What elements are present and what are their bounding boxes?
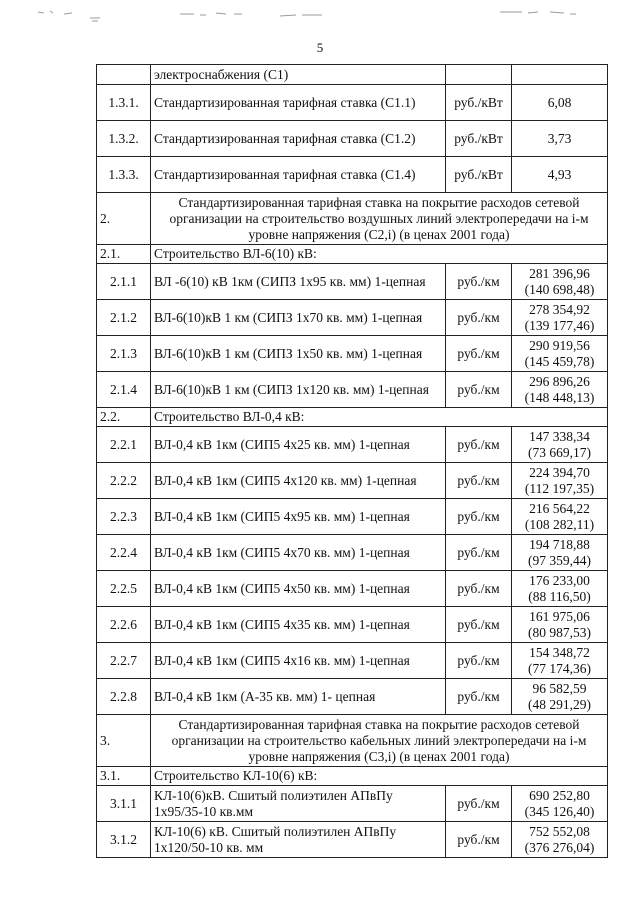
table-row (97, 427, 608, 463)
rate-value: 752 552,08 (529, 823, 590, 839)
rate-value-half: (376 276,04) (524, 839, 595, 855)
row-number-cell: 2.2.2 (97, 463, 151, 499)
rate-value: 96 582,59 (532, 680, 587, 696)
table-row (97, 264, 608, 300)
row-number-cell: 2.1.3 (97, 336, 151, 372)
row-value-cell (512, 300, 608, 336)
row-value-cell (512, 157, 608, 193)
row-unit-cell: руб./кВт (446, 121, 512, 157)
scan-noise-marks (30, 6, 610, 26)
row-number-cell: 2.1.1 (97, 264, 151, 300)
section-title-cell: Стандартизированная тарифная ставка на покрытие расходов сетевой организации на строительство воздушных линий электропередачи на i-м уровне напряжения (С2,i) (в ценах 2001 года) (151, 193, 608, 245)
row-number-cell: 3.1.2 (97, 822, 151, 858)
row-number-cell: 3.1.1 (97, 786, 151, 822)
rate-value: 154 348,72 (529, 644, 590, 660)
row-value-cell (512, 372, 608, 408)
rate-value: 216 564,22 (529, 500, 590, 516)
row-name-cell: ВЛ-0,4 кВ 1км (СИП5 4х50 кв. мм) 1-цепная (151, 571, 446, 607)
rate-value: 296 896,26 (529, 373, 590, 389)
row-value-cell (512, 571, 608, 607)
table-row (97, 193, 608, 245)
row-number-cell: 2.2.6 (97, 607, 151, 643)
row-unit-cell: руб./кВт (446, 157, 512, 193)
row-unit-cell: руб./км (446, 679, 512, 715)
row-value-cell (512, 643, 608, 679)
row-number-cell: 2.2.1 (97, 427, 151, 463)
row-unit-cell: руб./км (446, 300, 512, 336)
row-unit-cell: руб./км (446, 643, 512, 679)
row-value-cell (512, 264, 608, 300)
table-row (97, 245, 608, 264)
row-number-cell: 2.2.3 (97, 499, 151, 535)
row-value-cell (512, 85, 608, 121)
rate-value: 6,08 (547, 94, 572, 110)
row-unit-cell: руб./км (446, 786, 512, 822)
table-row (97, 300, 608, 336)
rate-value-half: (80 987,53) (528, 624, 591, 640)
rate-value: 3,73 (547, 130, 572, 146)
row-value-cell (512, 607, 608, 643)
row-unit-cell: руб./км (446, 463, 512, 499)
row-number-cell: 2.2.8 (97, 679, 151, 715)
row-name-cell: ВЛ-0,4 кВ 1км (СИП5 4х70 кв. мм) 1-цепная (151, 535, 446, 571)
row-value-cell (512, 822, 608, 858)
row-unit-cell: руб./км (446, 535, 512, 571)
table-row (97, 786, 608, 822)
row-name-cell: ВЛ-0,4 кВ 1км (СИП5 4х35 кв. мм) 1-цепная (151, 607, 446, 643)
subsection-title-cell: Строительство КЛ-10(6) кВ: (151, 767, 608, 786)
row-number-cell: 1.3.2. (97, 121, 151, 157)
row-value-cell (512, 65, 608, 85)
row-name-cell: ВЛ-6(10)кВ 1 км (СИПЗ 1х120 кв. мм) 1-цепная (151, 372, 446, 408)
table-row (97, 157, 608, 193)
rate-value: 176 233,00 (529, 572, 590, 588)
table-row (97, 767, 608, 786)
rate-value-half: (73 669,17) (528, 444, 591, 460)
subsection-number-cell: 3.1. (97, 767, 151, 786)
table-row (97, 65, 608, 85)
table-row (97, 499, 608, 535)
subsection-number-cell: 2.1. (97, 245, 151, 264)
row-number-cell: 2.1.2 (97, 300, 151, 336)
row-name-cell: ВЛ-0,4 кВ 1км (СИП5 4х95 кв. мм) 1-цепная (151, 499, 446, 535)
rate-value-half: (148 448,13) (524, 389, 595, 405)
row-name-cell: ВЛ-6(10)кВ 1 км (СИПЗ 1х70 кв. мм) 1-цепная (151, 300, 446, 336)
row-value-cell (512, 679, 608, 715)
rate-value: 4,93 (547, 166, 572, 182)
rate-value: 161 975,06 (529, 608, 590, 624)
row-name-cell: ВЛ-0,4 кВ 1км (А-35 кв. мм) 1- цепная (151, 679, 446, 715)
row-unit-cell: руб./км (446, 372, 512, 408)
rate-value: 224 394,70 (529, 464, 590, 480)
row-unit-cell: руб./км (446, 571, 512, 607)
rate-value: 690 252,80 (529, 787, 590, 803)
row-value-cell (512, 463, 608, 499)
row-name-cell: ВЛ -6(10) кВ 1км (СИПЗ 1х95 кв. мм) 1-цепная (151, 264, 446, 300)
row-name-cell: Стандартизированная тарифная ставка (С1.1) (151, 85, 446, 121)
subsection-title-cell: Строительство ВЛ-0,4 кВ: (151, 408, 608, 427)
rate-value-half: (77 174,36) (528, 660, 591, 676)
row-name-cell: ВЛ-6(10)кВ 1 км (СИПЗ 1х50 кв. мм) 1-цепная (151, 336, 446, 372)
row-value-cell (512, 499, 608, 535)
table-row (97, 571, 608, 607)
row-number-cell: 2.1.4 (97, 372, 151, 408)
tariff-table (96, 64, 608, 858)
table-row (97, 715, 608, 767)
rate-value: 147 338,34 (529, 428, 590, 444)
row-value-cell (512, 427, 608, 463)
row-unit-cell: руб./кВт (446, 85, 512, 121)
rate-value-half: (97 359,44) (528, 552, 591, 568)
section-title-cell: Стандартизированная тарифная ставка на покрытие расходов сетевой организации на строительство кабельных линий электропередачи на i-м уровне напряжения (С3,i) (в ценах 2001 года) (151, 715, 608, 767)
table-row (97, 607, 608, 643)
section-number-cell: 3. (97, 715, 151, 767)
row-unit-cell: руб./км (446, 336, 512, 372)
row-name-cell: Стандартизированная тарифная ставка (С1.4) (151, 157, 446, 193)
row-name-cell: электроснабжения (С1) (151, 65, 446, 85)
rate-value: 281 396,96 (529, 265, 590, 281)
row-name-cell: ВЛ-0,4 кВ 1км (СИП5 4х25 кв. мм) 1-цепная (151, 427, 446, 463)
rate-value-half: (88 116,50) (528, 588, 591, 604)
rate-value: 194 718,88 (529, 536, 590, 552)
table-row (97, 822, 608, 858)
row-number-cell: 2.2.4 (97, 535, 151, 571)
row-name-cell: Стандартизированная тарифная ставка (С1.2) (151, 121, 446, 157)
row-number-cell (97, 65, 151, 85)
row-number-cell: 2.2.7 (97, 643, 151, 679)
rate-value-half: (140 698,48) (524, 281, 595, 297)
rate-value: 278 354,92 (529, 301, 590, 317)
tariff-table-body (97, 65, 608, 858)
rate-value-half: (108 282,11) (524, 516, 595, 532)
table-row (97, 408, 608, 427)
section-number-cell: 2. (97, 193, 151, 245)
rate-value-half: (139 177,46) (524, 317, 595, 333)
rate-value: 290 919,56 (529, 337, 590, 353)
row-value-cell (512, 786, 608, 822)
row-unit-cell: руб./км (446, 427, 512, 463)
row-unit-cell: руб./км (446, 607, 512, 643)
row-unit-cell: руб./км (446, 499, 512, 535)
row-number-cell: 1.3.1. (97, 85, 151, 121)
subsection-title-cell: Строительство ВЛ-6(10) кВ: (151, 245, 608, 264)
row-value-cell (512, 535, 608, 571)
row-number-cell: 1.3.3. (97, 157, 151, 193)
table-row (97, 679, 608, 715)
row-name-cell: ВЛ-0,4 кВ 1км (СИП5 4х120 кв. мм) 1-цепная (151, 463, 446, 499)
page-number: 5 (316, 40, 324, 55)
row-name-cell: КЛ-10(6)кВ. Сшитый полиэтилен АПвПу 1х95/35-10 кв.мм (151, 786, 446, 822)
row-unit-cell (446, 65, 512, 85)
table-row (97, 121, 608, 157)
rate-value-half: (48 291,29) (528, 696, 591, 712)
subsection-number-cell: 2.2. (97, 408, 151, 427)
row-name-cell: КЛ-10(6) кВ. Сшитый полиэтилен АПвПу 1х120/50-10 кв. мм (151, 822, 446, 858)
table-row (97, 372, 608, 408)
row-name-cell: ВЛ-0,4 кВ 1км (СИП5 4х16 кв. мм) 1-цепная (151, 643, 446, 679)
table-row (97, 336, 608, 372)
table-row (97, 535, 608, 571)
row-number-cell: 2.2.5 (97, 571, 151, 607)
rate-value-half: (145 459,78) (524, 353, 595, 369)
rate-value-half: (112 197,35) (524, 480, 595, 496)
row-unit-cell: руб./км (446, 264, 512, 300)
row-value-cell (512, 336, 608, 372)
table-row (97, 463, 608, 499)
rate-value-half: (345 126,40) (524, 803, 595, 819)
table-row (97, 85, 608, 121)
row-value-cell (512, 121, 608, 157)
row-unit-cell: руб./км (446, 822, 512, 858)
table-row (97, 643, 608, 679)
